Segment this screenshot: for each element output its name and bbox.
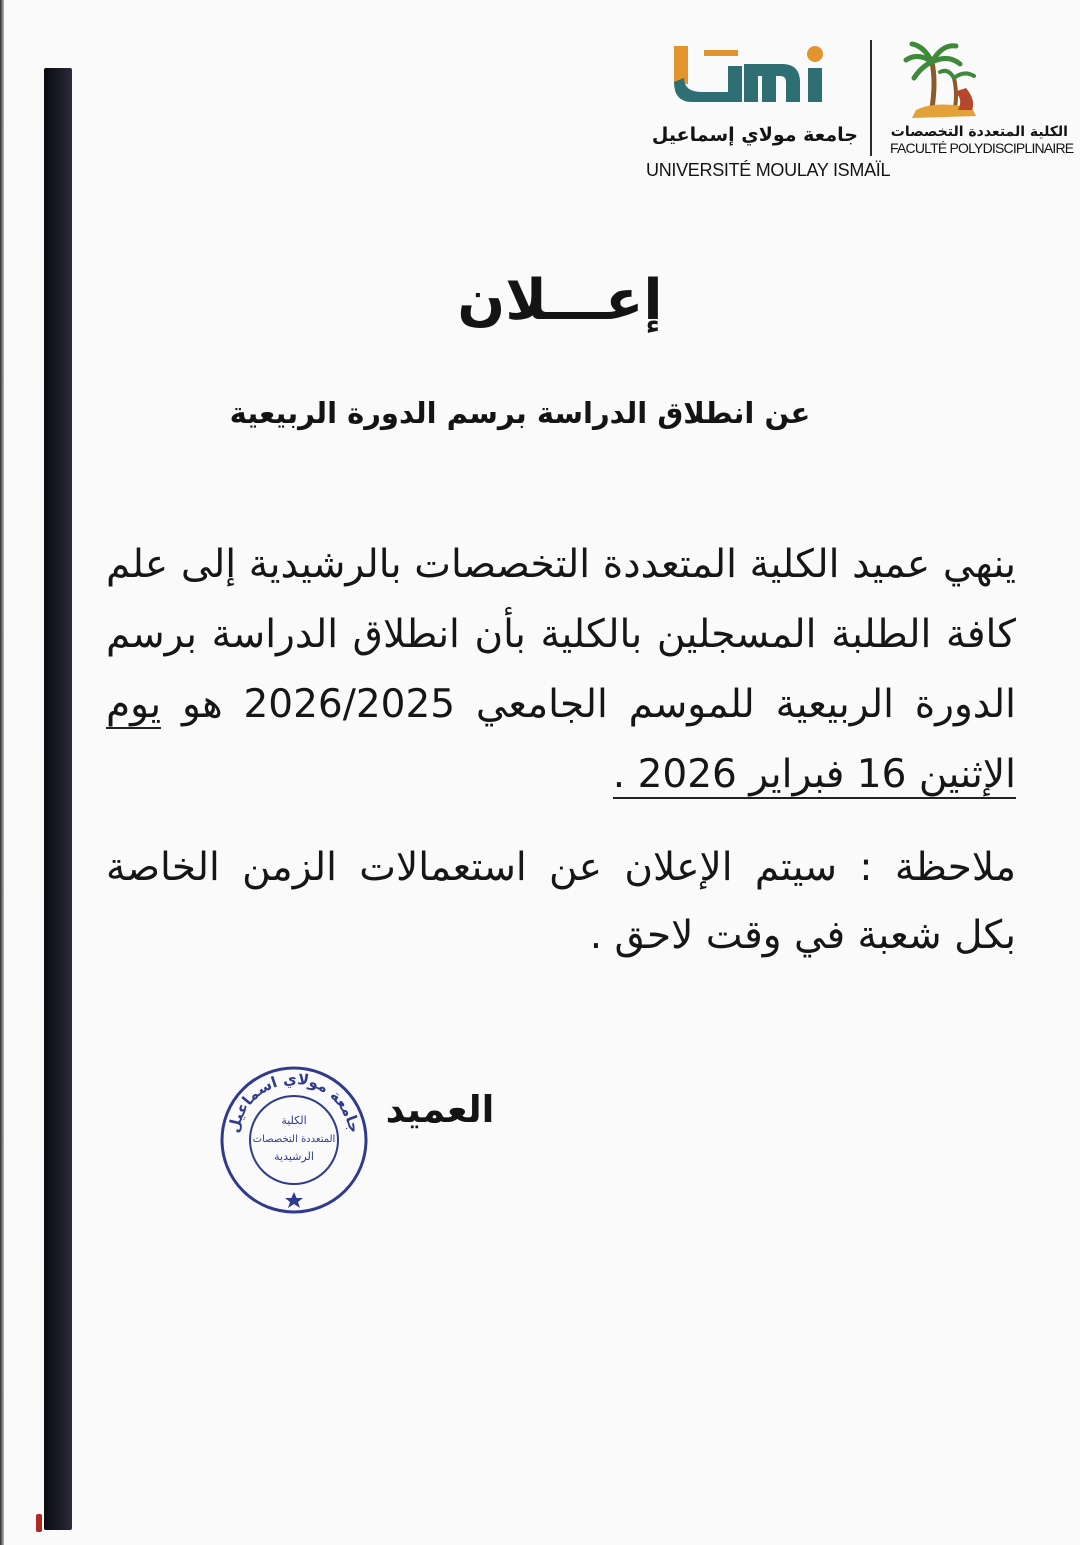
faculty-palm-logo [902,38,984,122]
announcement-subtitle: عن انطلاق الدراسة برسم الدورة الربيعية [229,396,811,430]
announcement-note [106,834,1016,970]
binding-strip [44,68,72,1530]
stamp-star-icon [285,1192,303,1208]
stamp-outer-text: جامعة مولاي اسماعيل [224,1069,364,1135]
faculty-name-arabic: الكلية المتعددة التخصصات [890,124,1068,140]
umi-logo [670,42,830,118]
body-intro: ينهي عميد الكلية المتعددة التخصصات بالرشيدية إلى علم كافة الطلبة المسجلين بالكلية بأن انطلاق الدراسة برسم الدورة الربيعية للموسم الجامعي 2026/2025 هو [106,542,1016,727]
page-edge [0,0,4,1545]
letterhead [640,36,1074,180]
note-paragraph: ملاحظة : سيتم الإعلان عن استعمالات الزمن الخاصة بكل شعبة في وقت لاحق . [106,845,1016,958]
stamp-line-2: المتعددة التخصصات [252,1134,336,1145]
dean-signature-label: العميد [385,1088,495,1131]
stamp-line-1: الكلية [281,1114,307,1127]
faculty-name-french: FACULTÉ POLYDISCIPLINAIRE [890,140,1074,156]
faculty-stamp [214,1058,374,1218]
start-date-highlight: يوم الإثنين 16 فبراير 2026 . [106,682,1016,797]
university-name-arabic: جامعة مولاي إسماعيل [651,124,858,146]
university-name-french: UNIVERSITÉ MOULAY ISMAÏL [646,160,891,180]
header-divider [870,40,872,156]
binding-mark [36,1514,42,1532]
announcement-body [106,530,1016,810]
announcement-title: إعـــلان [457,268,663,333]
stamp-line-3: الرشيدية [274,1150,314,1163]
